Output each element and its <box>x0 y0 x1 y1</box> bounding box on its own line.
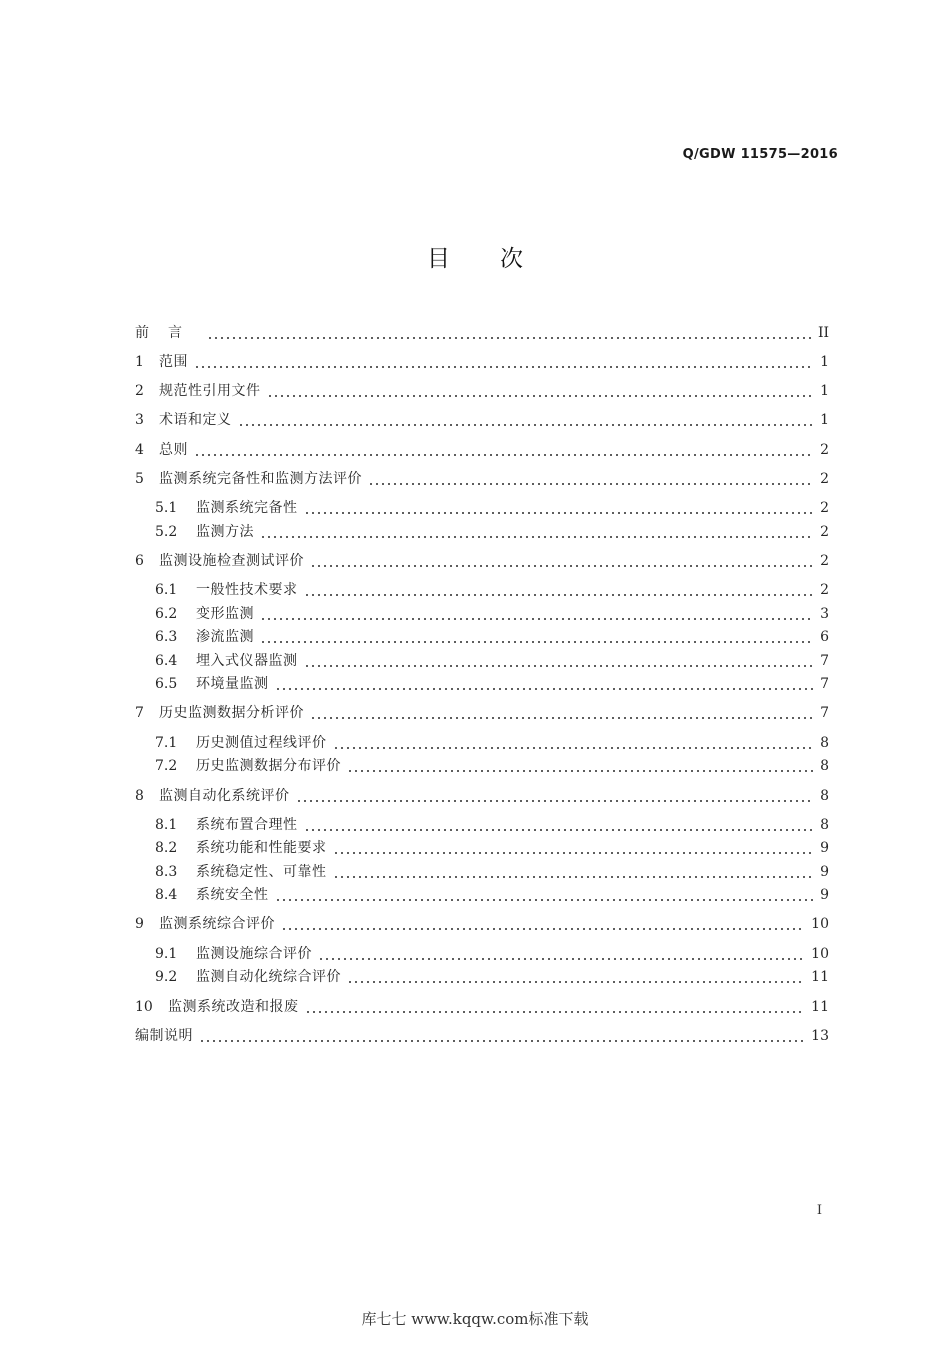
toc-entry-page: 8 <box>820 758 829 774</box>
toc-entry-number: 6.1 <box>155 582 178 598</box>
toc-entry-page: 7 <box>820 653 829 669</box>
toc-entry-label: 系统安全性 <box>196 887 269 903</box>
toc-entry-page: 8 <box>820 788 829 804</box>
leader-dots <box>281 913 805 935</box>
toc-entry-page: 9 <box>820 864 829 880</box>
leader-dots <box>304 650 814 672</box>
leader-dots <box>260 521 813 543</box>
leader-dots <box>260 603 813 625</box>
toc-entry-number: 2 <box>135 383 144 399</box>
toc-entry-number: 7 <box>135 705 144 721</box>
toc-entry-number: 10 <box>135 999 153 1015</box>
toc-entry-number: 7.1 <box>155 735 178 751</box>
leader-dots <box>275 884 814 906</box>
toc-subentry[interactable] <box>155 861 829 883</box>
toc-entry-number: 6 <box>135 553 144 569</box>
leader-dots <box>267 380 814 402</box>
toc-entry-number: 8.3 <box>155 864 178 880</box>
toc-subentry[interactable] <box>155 943 829 965</box>
toc-entry-number: 5.2 <box>155 524 178 540</box>
leader-dots <box>310 702 813 724</box>
toc-subentry[interactable] <box>155 603 829 625</box>
leader-dots <box>333 837 814 859</box>
toc-entry-page: II <box>817 325 829 341</box>
toc-entry-number: 6.2 <box>155 606 178 622</box>
toc-entry-label: 监测自动化系统评价 <box>159 788 290 804</box>
toc-entry[interactable] <box>135 439 829 461</box>
toc-entry-page: 2 <box>820 442 829 458</box>
leader-dots <box>318 943 805 965</box>
toc-entry-page: 2 <box>820 524 829 540</box>
toc-entry-page: 1 <box>820 412 829 428</box>
toc-entry-label: 监测设施检查测试评价 <box>159 553 304 569</box>
toc-entry-number: 5.1 <box>155 500 178 516</box>
table-of-contents <box>135 0 829 1345</box>
toc-entry-label: 历史监测数据分布评价 <box>196 758 341 774</box>
toc-entry-number: 9 <box>135 916 144 932</box>
toc-entry-number: 8.1 <box>155 817 178 833</box>
toc-entry-label: 监测系统改造和报废 <box>168 999 299 1015</box>
toc-entry-page: 6 <box>820 629 829 645</box>
toc-entry-label: 一般性技术要求 <box>196 582 298 598</box>
toc-subentry[interactable] <box>155 966 829 988</box>
leader-dots <box>275 673 814 695</box>
leader-dots <box>199 1025 805 1047</box>
toc-entry-foreword[interactable] <box>135 322 829 344</box>
toc-entry[interactable] <box>135 380 829 402</box>
toc-entry-label: 监测设施综合评价 <box>196 946 312 962</box>
toc-entry-number: 8.2 <box>155 840 178 856</box>
toc-entry-page: 3 <box>820 606 829 622</box>
toc-entry-number: 5 <box>135 471 144 487</box>
toc-entry-number: 8 <box>135 788 144 804</box>
leader-dots <box>347 755 813 777</box>
title-char-2: 次 <box>500 246 523 272</box>
toc-entry[interactable] <box>135 785 829 807</box>
leader-dots <box>260 626 813 648</box>
toc-entry-label: 编制说明 <box>135 1028 193 1044</box>
toc-subentry[interactable] <box>155 521 829 543</box>
toc-entry[interactable] <box>135 351 829 373</box>
toc-entry-number: 8.4 <box>155 887 178 903</box>
toc-entry-page: 1 <box>820 383 829 399</box>
leader-dots <box>305 996 806 1018</box>
toc-entry[interactable] <box>135 468 829 490</box>
footer-watermark-text: 库七七 www.kqqw.com标准下载 <box>361 1310 589 1328</box>
leader-dots <box>304 579 814 601</box>
toc-entry-label: 埋入式仪器监测 <box>196 653 298 669</box>
toc-entry-page: 13 <box>811 1028 829 1044</box>
toc-entry-label: 总则 <box>159 442 188 458</box>
toc-subentry[interactable] <box>155 814 829 836</box>
toc-entry-label: 监测方法 <box>196 524 254 540</box>
toc-entry-label: 环境量监测 <box>196 676 269 692</box>
toc-entry-page: 2 <box>820 582 829 598</box>
toc-entry-page: 11 <box>811 999 829 1015</box>
leader-dots <box>368 468 813 490</box>
toc-entry-label: 监测系统完备性和监测方法评价 <box>159 471 362 487</box>
toc-entry-label: 监测自动化统综合评价 <box>196 969 341 985</box>
toc-entry-label: 规范性引用文件 <box>159 383 261 399</box>
toc-subentry[interactable] <box>155 650 829 672</box>
title-char-1: 目 <box>427 246 450 272</box>
toc-entry-label: 监测系统综合评价 <box>159 916 275 932</box>
toc-entry-label: 历史监测数据分析评价 <box>159 705 304 721</box>
toc-entry[interactable] <box>135 409 829 431</box>
leader-dots <box>194 351 813 373</box>
toc-entry[interactable] <box>135 913 829 935</box>
toc-subentry[interactable] <box>155 579 829 601</box>
toc-entry-page: 8 <box>820 735 829 751</box>
toc-entry-page: 10 <box>811 916 829 932</box>
toc-entry-page: 2 <box>820 500 829 516</box>
toc-entry-number: 3 <box>135 412 144 428</box>
toc-entry-number: 9.1 <box>155 946 178 962</box>
toc-subentry[interactable] <box>155 732 829 754</box>
leader-dots <box>194 439 813 461</box>
toc-entry[interactable] <box>135 702 829 724</box>
toc-subentry[interactable] <box>155 626 829 648</box>
toc-subentry[interactable] <box>155 755 829 777</box>
toc-entry-label: 术语和定义 <box>159 412 232 428</box>
toc-entry[interactable] <box>135 550 829 572</box>
toc-subentry[interactable] <box>155 673 829 695</box>
toc-entry-page: 9 <box>820 840 829 856</box>
leader-dots <box>304 497 814 519</box>
toc-entry-page: 9 <box>820 887 829 903</box>
toc-subentry[interactable] <box>155 884 829 906</box>
leader-dots <box>304 814 814 836</box>
toc-entry-label: 系统布置合理性 <box>196 817 298 833</box>
toc-entry-number: 4 <box>135 442 144 458</box>
toc-entry-label: 历史测值过程线评价 <box>196 735 327 751</box>
toc-entry-page: 2 <box>820 471 829 487</box>
toc-subentry[interactable] <box>155 837 829 859</box>
toc-entry-page: 10 <box>811 946 829 962</box>
leader-dots <box>296 785 814 807</box>
leader-dots <box>310 550 813 572</box>
toc-entry-page: 1 <box>820 354 829 370</box>
leader-dots <box>333 732 814 754</box>
toc-entry-label: 变形监测 <box>196 606 254 622</box>
toc-subentry[interactable] <box>155 497 829 519</box>
toc-entry-number: 1 <box>135 354 144 370</box>
toc-entry-page: 8 <box>820 817 829 833</box>
toc-entry-number: 9.2 <box>155 969 178 985</box>
toc-entry-number: 6.5 <box>155 676 178 692</box>
toc-entry-label: 系统功能和性能要求 <box>196 840 327 856</box>
toc-entry-page: 7 <box>820 676 829 692</box>
toc-entry[interactable] <box>135 996 829 1018</box>
leader-dots <box>207 322 812 344</box>
leader-dots <box>333 861 814 883</box>
leader-dots <box>238 409 814 431</box>
toc-entry-label: 系统稳定性、可靠性 <box>196 864 327 880</box>
toc-entry-number: 7.2 <box>155 758 178 774</box>
toc-entry-number: 6.3 <box>155 629 178 645</box>
toc-entry-number: 6.4 <box>155 653 178 669</box>
toc-entry-page: 11 <box>811 969 829 985</box>
toc-entry-page: 2 <box>820 553 829 569</box>
leader-dots <box>347 966 805 988</box>
toc-entry-notes[interactable] <box>135 1025 829 1047</box>
standard-code: Q/GDW 11575—2016 <box>682 147 838 162</box>
toc-entry-label: 前言 <box>135 325 201 341</box>
toc-entry-page: 7 <box>820 705 829 721</box>
toc-entry-label: 监测系统完备性 <box>196 500 298 516</box>
toc-entry-label: 范围 <box>159 354 188 370</box>
toc-entry-label: 渗流监测 <box>196 629 254 645</box>
page-number: I <box>816 1203 822 1218</box>
